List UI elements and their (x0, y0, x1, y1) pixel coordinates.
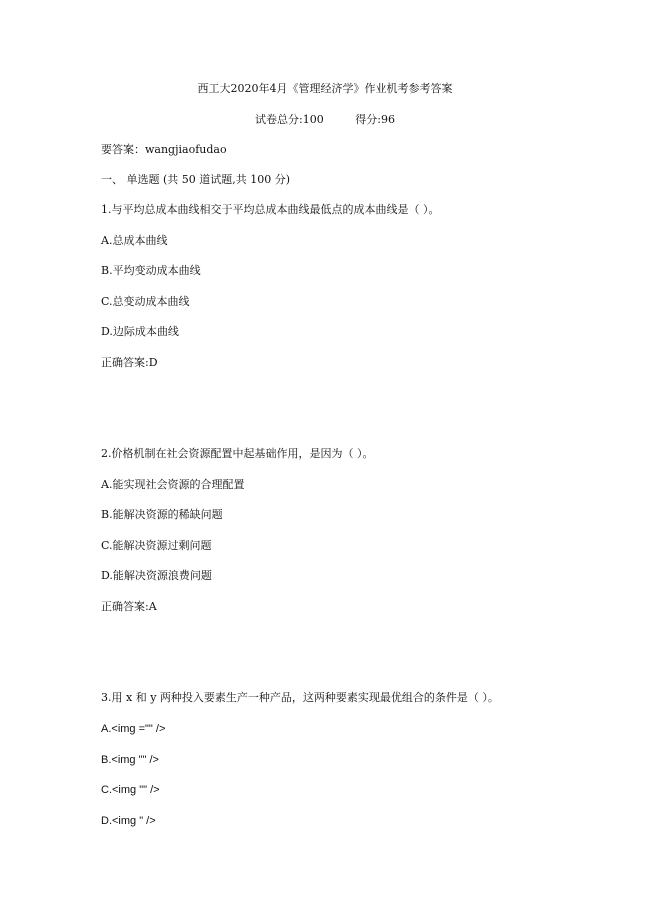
question-1-option-b: B.平均变动成本曲线 (101, 264, 201, 277)
question-1-answer: 正确答案:D (101, 356, 158, 369)
obtained-score: 得分:96 (355, 113, 395, 126)
question-1-stem: 1.与平均总成本曲线相交于平均总成本曲线最低点的成本曲线是（ ）。 (101, 203, 440, 216)
question-3-option-d: D.<img " /> (101, 815, 156, 827)
question-3-stem: 3.用 x 和 y 两种投入要素生产一种产品，这两种要素实现最优组合的条件是（ ）。 (101, 691, 499, 704)
contact-line: 要答案：wangjiaofudao (101, 143, 227, 156)
question-3-option-a: A.<img ="" /> (101, 723, 166, 735)
question-2-stem: 2.价格机制在社会资源配置中起基础作用，是因为（ ）。 (101, 447, 374, 460)
question-2-answer: 正确答案:A (101, 600, 157, 613)
question-1-option-d: D.边际成本曲线 (101, 325, 179, 338)
question-2-option-b: B.能解决资源的稀缺问题 (101, 508, 223, 521)
question-2-option-c: C.能解决资源过剩问题 (101, 539, 212, 552)
question-1-option-c: C.总变动成本曲线 (101, 295, 190, 308)
total-score: 试卷总分:100 (255, 113, 324, 126)
question-2-option-d: D.能解决资源浪费问题 (101, 569, 212, 582)
score-row (0, 113, 650, 127)
question-1-option-a: A.总成本曲线 (101, 234, 168, 247)
question-3-option-b: B.<img "" /> (101, 754, 159, 766)
question-3-option-c: C.<img "" /> (101, 784, 160, 796)
question-2-option-a: A.能实现社会资源的合理配置 (101, 478, 245, 491)
section-heading: 一、 单选题 (共 50 道试题,共 100 分) (101, 173, 291, 186)
document-title: 西工大2020年4月《管理经济学》作业机考参考答案 (197, 82, 453, 95)
